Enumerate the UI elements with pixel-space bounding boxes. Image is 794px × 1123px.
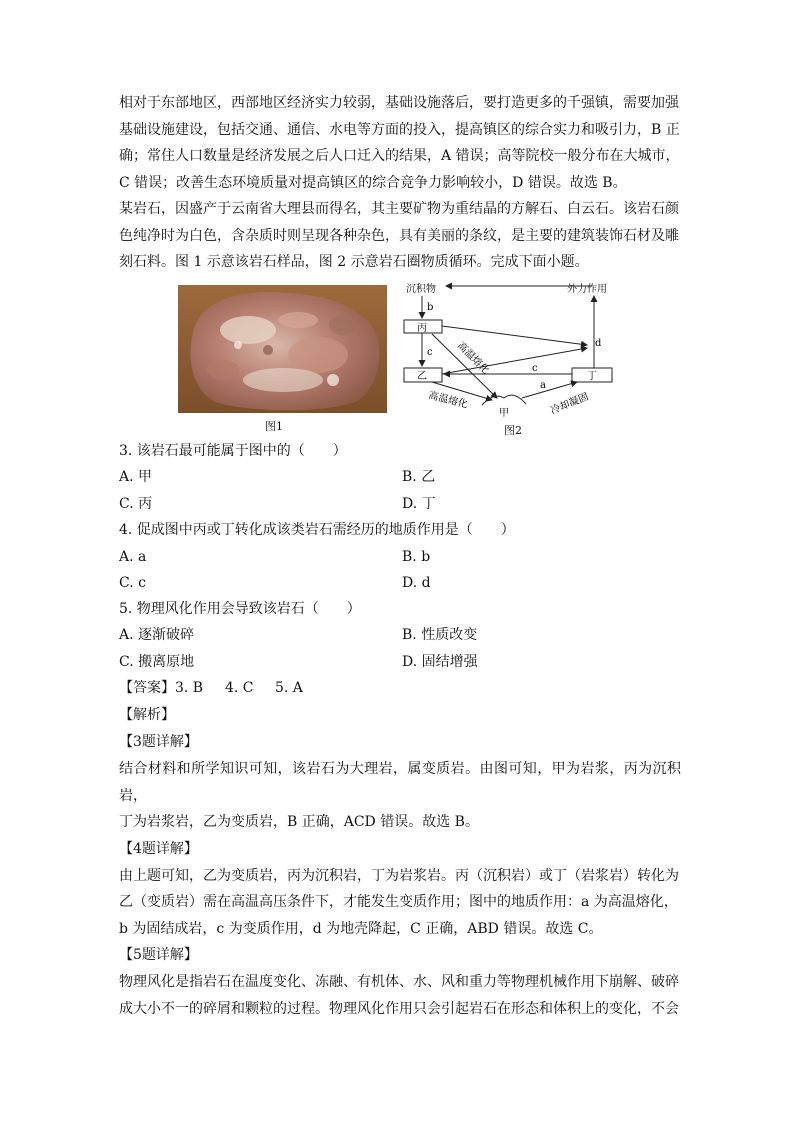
label-c-left: c	[427, 346, 433, 358]
q4-detail-heading: 【4题详解】	[119, 840, 198, 857]
question-stem: 3. 该岩石最可能属于图中的（ ）	[119, 442, 347, 459]
option-a[interactable]: A. a	[119, 548, 147, 565]
answer-3: 3. B	[175, 680, 204, 696]
magma-shape	[482, 395, 526, 405]
label-a: a	[540, 379, 546, 391]
answer-5: 5. A	[275, 680, 303, 696]
option-d[interactable]: D. d	[402, 574, 431, 591]
question-4	[119, 517, 681, 596]
answer-label: 【答案】	[119, 680, 175, 696]
text-line: b 为固结成岩，c 为变质作用，d 为地壳降起，C 正确，ABD 错误。故选 C。	[119, 920, 603, 937]
label-c-mid: c	[532, 362, 538, 374]
label-ding: 丁	[587, 370, 597, 382]
option-b[interactable]: B. b	[402, 548, 431, 565]
label-jia: 甲	[499, 407, 509, 419]
option-a[interactable]: A. 甲	[119, 469, 153, 485]
label-d: d	[595, 337, 602, 349]
text-line: 成大小不一的碎屑和颗粒的过程。物理风化作用只会引起岩石在形态和体积上的变化，不会	[119, 1000, 679, 1017]
text-line: 相对于东部地区，西部地区经济实力较弱，基础设施落后，要打造更多的千强镇，需要加强	[119, 95, 679, 111]
rock-cycle-diagram	[402, 280, 647, 432]
text-line: 刻石料。图 1 示意该岩石样品，图 2 示意岩石圈物质循环。完成下面小题。	[119, 254, 589, 270]
options-row	[119, 570, 681, 596]
q5-detail-heading: 【5题详解】	[119, 947, 198, 963]
options-row	[119, 464, 681, 491]
figure1-caption: 图1	[265, 419, 283, 433]
options-row	[119, 544, 681, 570]
label-yi: 乙	[417, 370, 427, 382]
text-line: 乙（变质岩）需在高温高压条件下，才能发生变质作用；图中的地质作用：a 为高温熔化，	[119, 894, 678, 910]
text-line: 色纯净时为白色，含杂质时则呈现各种杂色，具有美丽的条纹，是主要的建筑装饰石材及雕	[119, 227, 679, 244]
text-line: 物理风化是指岩石在温度变化、冻融、有机体、水、风和重力等物理机械作用下崩解、破碎	[119, 974, 679, 990]
text-line: 基础设施建设，包括交通、通信、水电等方面的投入，提高镇区的综合实力和吸引力，B 正	[119, 121, 680, 138]
option-b[interactable]: B. 性质改变	[402, 627, 478, 643]
option-c[interactable]: C. 丙	[119, 495, 153, 512]
question-stem: 5. 物理风化作用会导致该岩石（ ）	[119, 600, 361, 617]
option-d[interactable]: D. 固结增强	[402, 653, 478, 670]
figure-row	[119, 280, 681, 438]
option-c[interactable]: C. 搬离原地	[119, 653, 195, 670]
question-stem: 4. 促成图中丙或丁转化成该类岩石需经历的地质作用是（ ）	[119, 522, 515, 538]
rock-sample-photo	[178, 285, 387, 413]
intro-text	[119, 90, 681, 276]
text-line: C 错误；改善生态环境质量对提高镇区的综合竞争力影响较小，D 错误。故选 B。	[119, 174, 627, 191]
label-external-force: 外力作用	[567, 283, 607, 295]
option-c[interactable]: C. c	[119, 574, 146, 591]
label-bing: 丙	[417, 322, 427, 334]
analysis-heading: 【解析】	[119, 707, 175, 723]
text-line: 结合材料和所学知识可知，该岩石为大理岩，属变质岩。由图可知，甲为岩浆，丙为沉积岩，	[119, 761, 681, 804]
text-line: 由上题可知，乙为变质岩，丙为沉积岩，丁为岩浆岩。丙（沉积岩）或丁（岩浆岩）转化为	[119, 867, 679, 884]
figure2-caption: 图2	[504, 423, 522, 437]
label-sediment: 沉积物	[406, 283, 436, 295]
text-line: 某岩石，因盛产于云南省大理县而得名，其主要矿物为重结晶的方解石、白云石。该岩石颜	[119, 201, 679, 217]
q3-detail-heading: 【3题详解】	[119, 734, 198, 750]
option-b[interactable]: B. 乙	[402, 469, 436, 485]
answer-row	[119, 675, 681, 702]
options-row	[119, 622, 681, 649]
label-b: b	[427, 301, 434, 313]
label-melt-lower: 高温熔化	[427, 389, 469, 411]
label-cool: 冷却凝固	[549, 391, 591, 417]
option-a[interactable]: A. 逐渐破碎	[119, 627, 195, 643]
question-3	[119, 438, 681, 518]
answer-4: 4. C	[225, 680, 254, 696]
question-5	[119, 596, 681, 676]
text-line: 确；常住人口数量是经济发展之后人口迁入的结果，A 错误；高等院校一般分布在大城市，	[119, 148, 680, 164]
option-d[interactable]: D. 丁	[402, 495, 436, 512]
options-row	[119, 491, 681, 518]
text-line: 丁为岩浆岩，乙为变质岩，B 正确，ACD 错误。故选 B。	[119, 814, 479, 830]
label-melt-upper: 高温熔化	[454, 339, 491, 376]
document-page	[119, 90, 681, 1022]
arrow-a	[522, 379, 577, 398]
options-row	[119, 649, 681, 676]
